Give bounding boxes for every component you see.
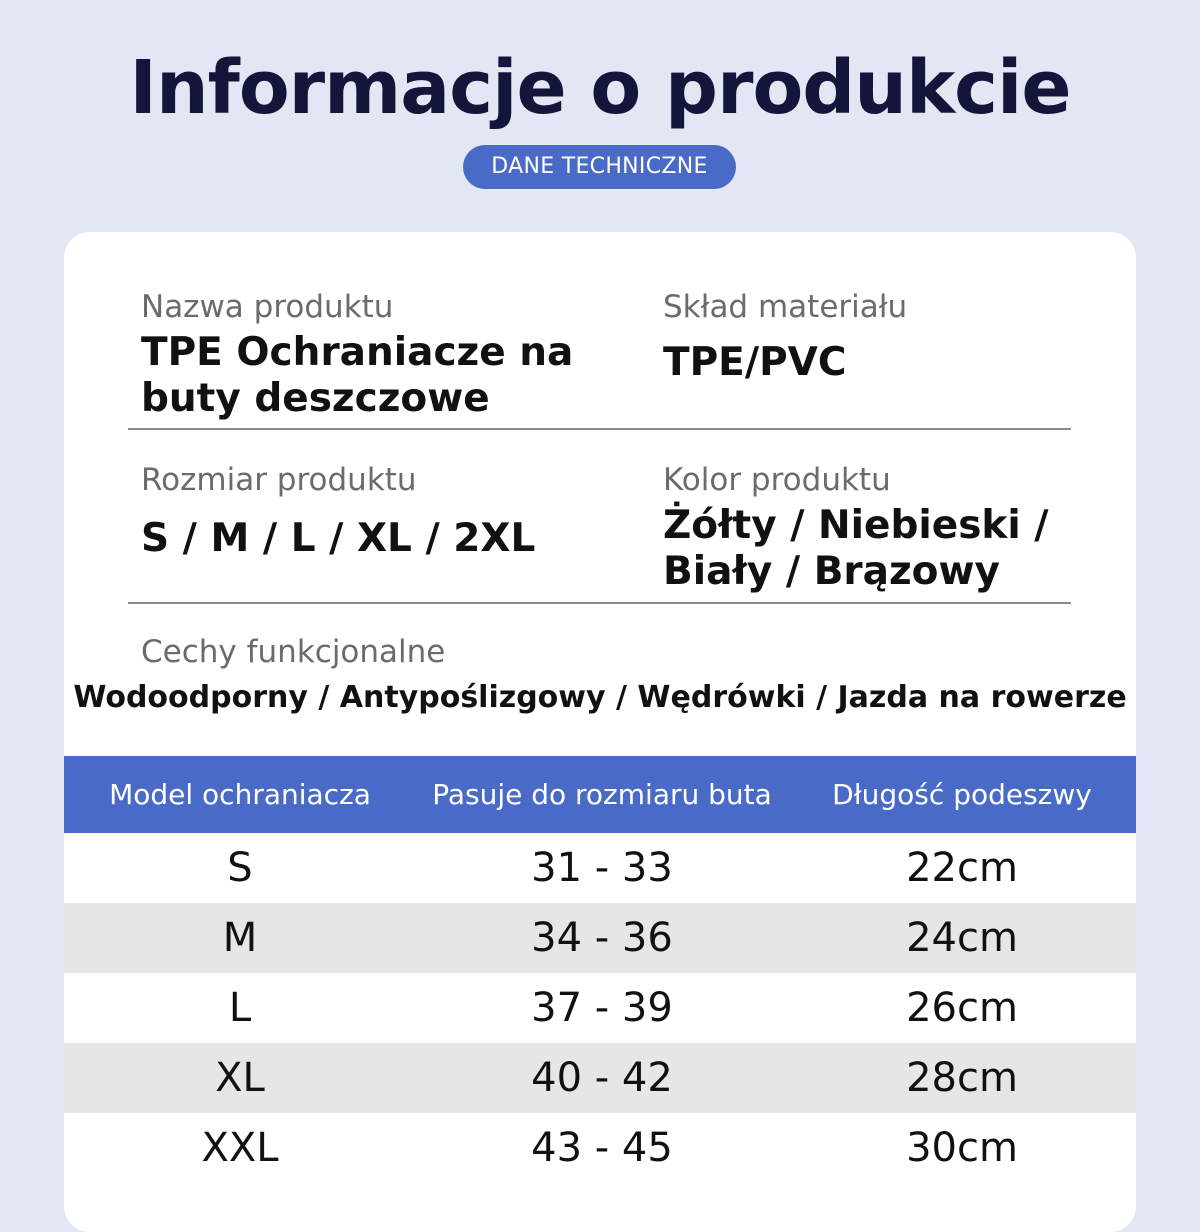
material-label: Skład materiału (663, 289, 908, 325)
product-name-label: Nazwa produktu (141, 289, 394, 325)
size-value: S / M / L / XL / 2XL (141, 516, 536, 561)
sole-length-cell: 28cm (906, 1055, 1018, 1101)
model-cell: XXL (201, 1125, 279, 1171)
table-row (64, 903, 1136, 973)
column-header-shoe-size: Pasuje do rozmiaru buta (432, 778, 772, 811)
color-value: Żółty / Niebieski / Biały / Brązowy (663, 503, 1049, 594)
shoe-size-cell: 37 - 39 (531, 985, 673, 1031)
model-cell: L (228, 985, 252, 1031)
product-info-card (64, 232, 1136, 1232)
sole-length-cell: 26cm (906, 985, 1018, 1031)
table-row (64, 1043, 1136, 1113)
shoe-size-cell: 40 - 42 (531, 1055, 673, 1101)
divider (128, 428, 1071, 430)
sole-length-cell: 22cm (906, 845, 1018, 891)
section-badge: DANE TECHNICZNE (463, 145, 736, 189)
divider (128, 602, 1071, 604)
shoe-size-cell: 34 - 36 (531, 915, 673, 961)
shoe-size-cell: 31 - 33 (531, 845, 673, 891)
column-header-model: Model ochraniacza (109, 778, 371, 811)
color-label: Kolor produktu (663, 462, 891, 498)
product-name-value: TPE Ochraniacze na buty deszczowe (141, 330, 574, 421)
material-value: TPE/PVC (663, 340, 847, 385)
sole-length-cell: 24cm (906, 915, 1018, 961)
sole-length-cell: 30cm (906, 1125, 1018, 1171)
model-cell: S (227, 845, 253, 891)
table-row (64, 833, 1136, 903)
page-title: Informacje o produkcie (129, 45, 1071, 131)
model-cell: XL (215, 1055, 265, 1101)
features-value: Wodoodporny / Antypoślizgowy / Wędrówki / Jazda na rowerze (73, 680, 1127, 715)
shoe-size-cell: 43 - 45 (531, 1125, 673, 1171)
table-row (64, 973, 1136, 1043)
size-table-body (64, 833, 1136, 1183)
table-row (64, 1113, 1136, 1183)
size-table-header (64, 756, 1136, 833)
model-cell: M (222, 915, 258, 961)
size-label: Rozmiar produktu (141, 462, 417, 498)
features-label: Cechy funkcjonalne (141, 634, 446, 670)
column-header-sole-length: Długość podeszwy (832, 778, 1092, 811)
